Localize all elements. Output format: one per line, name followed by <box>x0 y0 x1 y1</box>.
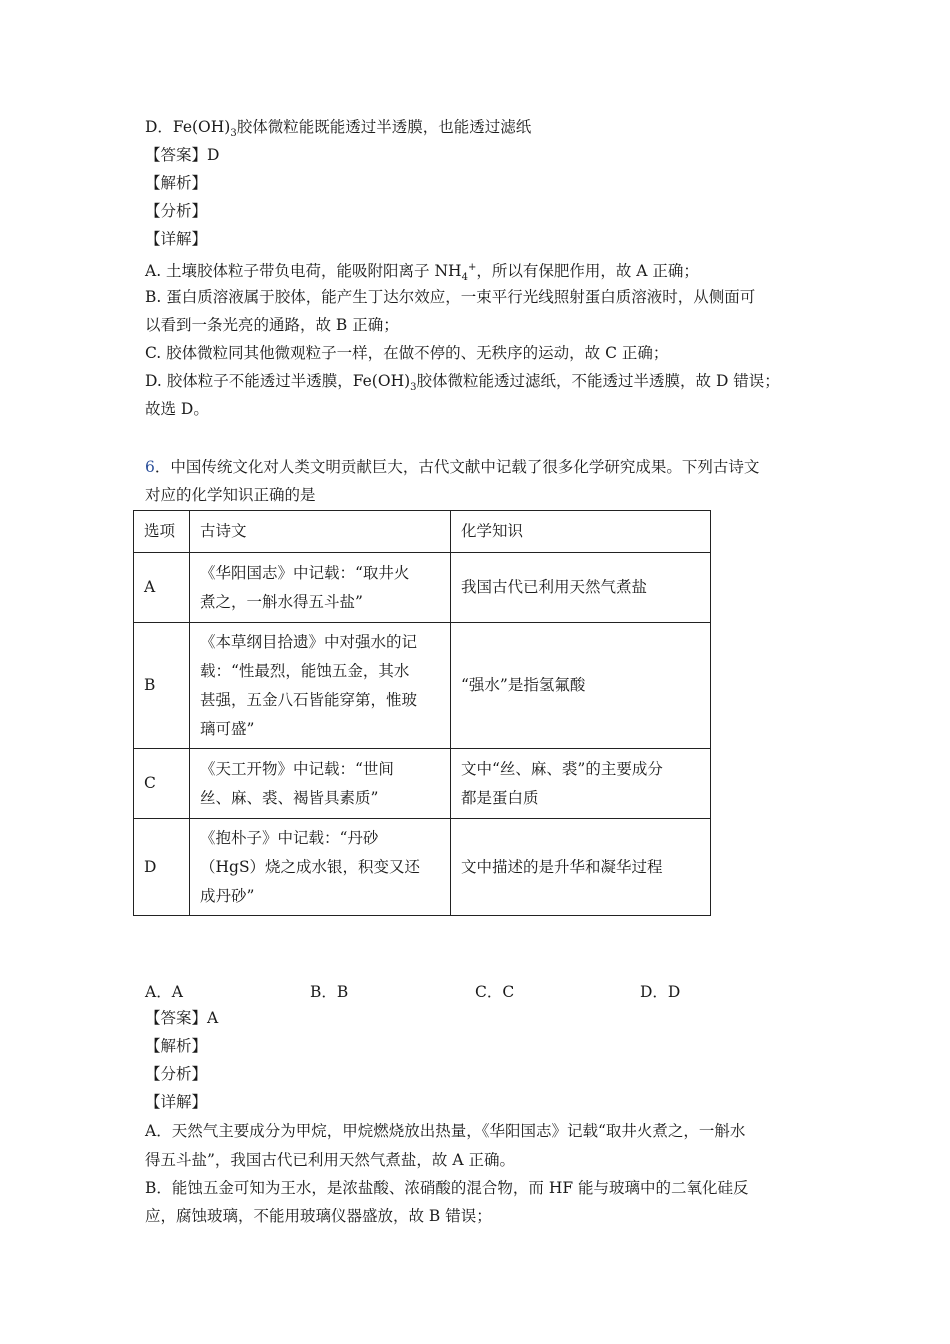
prev-exp-d-suffix: 胶体微粒能透过滤纸，不能透过半透膜，故 D 错误； <box>416 372 780 390</box>
poem-line: 《天工开物》中记载：“世间 <box>200 759 394 778</box>
row-knowledge <box>451 623 711 749</box>
q6-stem-line1 <box>145 457 759 477</box>
row-poem <box>190 623 451 749</box>
prev-exp-d <box>145 371 780 398</box>
prev-option-d-suffix: 胶体微粒能既能透过半透膜，也能透过滤纸 <box>236 118 532 136</box>
q6-answer: 【答案】A <box>145 1009 219 1027</box>
table-header-row <box>134 511 711 553</box>
table-row <box>134 819 711 916</box>
poem-line: 丝、麻、裘、褐皆具素质” <box>200 788 379 807</box>
poem-line: 煮之，一斛水得五斗盐” <box>200 592 363 611</box>
row-knowledge <box>451 819 711 916</box>
row-option: B <box>134 623 190 749</box>
choice-c: C．C <box>475 983 515 1001</box>
superscript: + <box>467 262 477 273</box>
q6-exp-b-line2: 应，腐蚀玻璃，不能用玻璃仪器盛放，故 B 错误； <box>145 1207 492 1225</box>
prev-option-d-prefix: D．Fe(OH) <box>145 118 231 136</box>
q6-fenxi-label: 【分析】 <box>145 1065 208 1083</box>
row-knowledge <box>451 553 711 623</box>
q6-exp-a-line2: 得五斗盐”，我国古代已利用天然气煮盐，故 A 正确。 <box>145 1151 515 1169</box>
q6-stem-line2: 对应的化学知识正确的是 <box>145 486 316 504</box>
header-knowledge: 化学知识 <box>451 511 711 553</box>
choice-a: A．A <box>145 983 183 1001</box>
subscript: 3 <box>410 382 417 393</box>
header-option: 选项 <box>134 511 190 553</box>
table-row <box>134 749 711 819</box>
knowledge-line: 都是蛋白质 <box>461 788 539 807</box>
q6-stem-text: ．中国传统文化对人类文明贡献巨大，古代文献中记载了很多化学研究成果。下列古诗文 <box>154 458 760 476</box>
header-poem: 古诗文 <box>190 511 451 553</box>
row-poem <box>190 553 451 623</box>
row-option: A <box>134 553 190 623</box>
q6-table <box>133 510 711 916</box>
row-poem <box>190 749 451 819</box>
table-row <box>134 623 711 749</box>
prev-exp-a <box>145 258 699 288</box>
prev-exp-d-prefix: D. 胶体粒子不能透过半透膜，Fe(OH) <box>145 372 411 390</box>
q6-exp-a-line1: A．天然气主要成分为甲烷，甲烷燃烧放出热量，《华阳国志》记载“取井火煮之，一斛水 <box>145 1122 746 1140</box>
poem-line: （HgS）烧之成水银，积变又还 <box>200 857 421 876</box>
choice-d: D．D <box>640 983 681 1001</box>
row-option: D <box>134 819 190 916</box>
prev-exp-c: C. 胶体微粒同其他微观粒子一样，在做不停的、无秩序的运动，故 C 正确； <box>145 344 669 362</box>
question-number: 6 <box>145 458 155 476</box>
prev-option-d <box>145 117 531 144</box>
subscript: 4 <box>461 272 468 283</box>
knowledge-line: “强水”是指氢氟酸 <box>461 676 586 694</box>
prev-conclusion: 故选 D。 <box>145 400 209 418</box>
prev-exp-b-line2: 以看到一条光亮的通路，故 B 正确； <box>145 316 399 334</box>
q6-analysis-label: 【解析】 <box>145 1037 208 1055</box>
poem-line: 璃可盛” <box>200 719 255 738</box>
table-row <box>134 553 711 623</box>
knowledge-line: 我国古代已利用天然气煮盐 <box>461 578 648 596</box>
prev-fenxi-label: 【分析】 <box>145 202 208 220</box>
poem-line: 《抱朴子》中记载：“丹砂 <box>200 828 379 847</box>
prev-analysis-label: 【解析】 <box>145 174 208 192</box>
choice-b: B．B <box>310 983 349 1001</box>
poem-line: 《华阳国志》中记载：“取井火 <box>200 563 410 582</box>
prev-exp-a-prefix: A. 土壤胶体粒子带负电荷，能吸附阳离子 NH <box>145 262 462 280</box>
q6-exp-b-line1: B．能蚀五金可知为王水，是浓盐酸、浓硝酸的混合物，而 HF 能与玻璃中的二氧化硅反 <box>145 1179 749 1197</box>
q6-xiangjie-label: 【详解】 <box>145 1093 208 1111</box>
prev-exp-b-line1: B. 蛋白质溶液属于胶体，能产生丁达尔效应，一束平行光线照射蛋白质溶液时，从侧面可 <box>145 288 756 306</box>
poem-line: 《本草纲目拾遗》中对强水的记 <box>200 632 418 651</box>
poem-line: 载：“性最烈，能蚀五金，其水 <box>200 661 410 680</box>
prev-answer: 【答案】D <box>145 146 220 164</box>
row-option: C <box>134 749 190 819</box>
poem-line: 甚强，五金八石皆能穿第，惟玻 <box>200 690 418 709</box>
subscript: 3 <box>230 128 237 139</box>
prev-exp-a-suffix: ，所以有保肥作用，故 A 正确； <box>476 262 699 280</box>
row-poem <box>190 819 451 916</box>
knowledge-line: 文中“丝、麻、裘”的主要成分 <box>461 759 663 778</box>
poem-line: 成丹砂” <box>200 886 255 905</box>
prev-xiangjie-label: 【详解】 <box>145 230 208 248</box>
row-knowledge <box>451 749 711 819</box>
knowledge-line: 文中描述的是升华和凝华过程 <box>461 857 663 876</box>
